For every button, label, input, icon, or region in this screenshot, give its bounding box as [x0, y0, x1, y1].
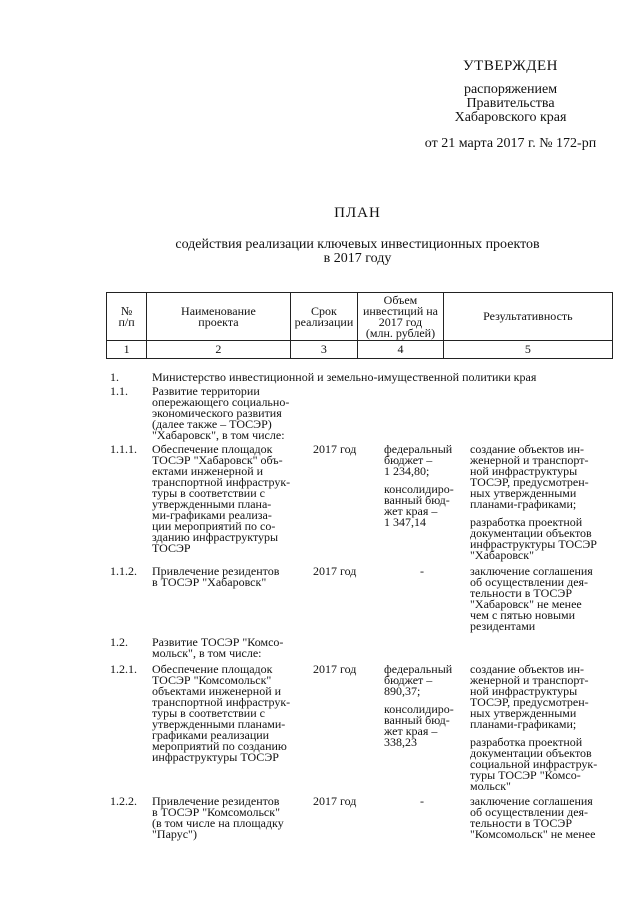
- row-number: 1.2.2.: [110, 794, 137, 808]
- column-number: 4: [358, 341, 444, 359]
- project-result: [470, 566, 620, 632]
- header-text: №: [120, 303, 133, 318]
- text-line: женерной и транспорт-: [470, 673, 589, 687]
- column-number: 2: [147, 341, 290, 359]
- project-result: [470, 796, 620, 840]
- text-line: 338,23: [384, 735, 417, 749]
- header-text: Наименование: [181, 303, 256, 318]
- text-line: ванный бюд-: [384, 713, 450, 727]
- project-name: [152, 444, 302, 554]
- text-line: ных утвержденными: [470, 706, 577, 720]
- text-line: Обеспечение площадок: [152, 442, 273, 456]
- investment-volume: -: [420, 564, 424, 578]
- investment-volume: -: [420, 794, 424, 808]
- text-line: туры в соответствии с: [152, 706, 265, 720]
- project-term: 2017 год: [313, 564, 357, 578]
- text-line: документации объектов: [470, 746, 592, 760]
- text-line: экономического развития: [152, 406, 282, 420]
- project-result: [470, 444, 620, 561]
- approval-line: Правительства: [466, 96, 555, 111]
- text-line: заключение соглашения: [470, 794, 593, 808]
- text-line: "Хабаровск": [470, 548, 534, 562]
- column-number-row: [107, 341, 613, 359]
- title-line: в 2017 году: [323, 251, 392, 266]
- text-line: ции мероприятий по со-: [152, 519, 276, 533]
- text-line: планами-графиками;: [470, 717, 577, 731]
- text-line: документации объектов: [470, 526, 592, 540]
- text-line: инфраструктуры ТОСЭР: [152, 750, 279, 764]
- text-line: бюджет –: [384, 453, 433, 467]
- text-line: "Парус"): [152, 827, 197, 841]
- approval-date: от 21 марта 2017 г. № 172-рп: [424, 136, 597, 151]
- text-line: в ТОСЭР "Хабаровск": [152, 575, 267, 589]
- text-line: федеральный: [384, 662, 453, 676]
- project-term: 2017 год: [313, 442, 357, 456]
- header-text: (млн. рублей): [365, 325, 436, 340]
- text-line: жет края –: [384, 724, 438, 738]
- text-line: тельности в ТОСЭР: [470, 816, 572, 830]
- text-line: жет края –: [384, 504, 438, 518]
- header-text: Объем: [383, 292, 418, 307]
- title-plan: ПЛАН: [334, 205, 381, 221]
- header-text: п/п: [118, 314, 135, 329]
- text-line: ТОСЭР "Хабаровск" объ-: [152, 453, 283, 467]
- investment-volume: [384, 664, 464, 748]
- text-line: Развитие ТОСЭР "Комсо-: [152, 635, 284, 649]
- text-line: мероприятий по созданию: [152, 739, 287, 753]
- header-cell-number: [107, 293, 147, 341]
- row-number: 1.1.2.: [110, 564, 137, 578]
- text-line: планами-графиками;: [470, 497, 577, 511]
- header-cell-term: [290, 293, 358, 341]
- text-line: утвержденными планами-: [152, 717, 286, 731]
- table-header: [106, 292, 613, 359]
- text-line: Развитие территории: [152, 384, 260, 398]
- text-line: (далее также – ТОСЭР): [152, 417, 272, 431]
- text-line: ной инфраструктуры: [470, 684, 578, 698]
- text-line: мольск", в том числе:: [152, 646, 262, 660]
- text-line: (в том числе на площадку: [152, 816, 284, 830]
- text-line: ных утвержденными: [470, 486, 577, 500]
- text-line: ТОСЭР "Комсомольск": [152, 673, 272, 687]
- column-number: 3: [290, 341, 358, 359]
- text-line: транспортной инфраструк-: [152, 695, 291, 709]
- approval-line: распоряжением: [463, 82, 558, 97]
- text-line: 1 347,14: [384, 515, 426, 529]
- text-line: бюджет –: [384, 673, 433, 687]
- header-text: Срок: [311, 303, 337, 318]
- title-line: содействия реализации ключевых инвестиционных проектов: [175, 237, 540, 252]
- header-cell-result: [443, 293, 612, 341]
- project-name: [152, 664, 302, 763]
- column-number: 5: [443, 341, 612, 359]
- header-text: реализации: [294, 314, 354, 329]
- text-line: "Хабаровск" не менее: [470, 597, 582, 611]
- row-number: 1.1.1.: [110, 442, 137, 456]
- text-line: мольск": [470, 779, 511, 793]
- project-name: [152, 386, 302, 441]
- approval-line: Хабаровского края: [454, 110, 567, 125]
- text-line: консолидиро-: [384, 482, 454, 496]
- project-term: 2017 год: [313, 662, 357, 676]
- approved-word: УТВЕРЖДЕН: [463, 58, 558, 74]
- text-line: создание объектов ин-: [470, 442, 585, 456]
- header-text: Результативность: [483, 309, 573, 323]
- text-line: опережающего социально-: [152, 395, 290, 409]
- text-line: Обеспечение площадок: [152, 662, 273, 676]
- text-line: объектами инженерной и: [152, 684, 282, 698]
- text-line: ной инфраструктуры: [470, 464, 578, 478]
- header-cell-volume: [358, 293, 444, 341]
- text-line: Привлечение резидентов: [152, 794, 280, 808]
- header-text: инвестиций на: [362, 303, 439, 318]
- ministry-name: Министерство инвестиционной и земельно-имущественной политики края: [152, 370, 537, 384]
- project-result: [470, 664, 620, 792]
- header-text: проекта: [198, 314, 239, 329]
- project-name: [152, 637, 302, 659]
- header-cell-name: [147, 293, 290, 341]
- row-number: 1.: [110, 370, 119, 384]
- text-line: резидентами: [470, 619, 536, 633]
- text-line: социальной инфраструк-: [470, 757, 598, 771]
- row-number: 1.2.: [110, 635, 128, 649]
- text-line: в ТОСЭР "Комсомольск": [152, 805, 280, 819]
- project-name: [152, 566, 302, 588]
- text-line: об осуществлении дея-: [470, 575, 589, 589]
- text-line: ТОСЭР, предусмотрен-: [470, 695, 589, 709]
- text-line: инфраструктуры ТОСЭР: [470, 537, 597, 551]
- text-line: федеральный: [384, 442, 453, 456]
- project-name: [152, 796, 302, 840]
- text-line: ТОСЭР: [152, 541, 191, 555]
- text-line: "Комсомольск" не менее: [470, 827, 596, 841]
- text-line: зданию инфраструктуры: [152, 530, 279, 544]
- text-line: ми-графиками реализа-: [152, 508, 272, 522]
- text-line: консолидиро-: [384, 702, 454, 716]
- text-line: туры ТОСЭР "Комсо-: [470, 768, 581, 782]
- text-line: ТОСЭР, предусмотрен-: [470, 475, 589, 489]
- text-line: утвержденными плана-: [152, 497, 272, 511]
- project-term: 2017 год: [313, 794, 357, 808]
- text-line: туры в соответствии с: [152, 486, 265, 500]
- text-line: графиками реализации: [152, 728, 270, 742]
- text-line: об осуществлении дея-: [470, 805, 589, 819]
- text-line: ванный бюд-: [384, 493, 450, 507]
- text-line: транспортной инфраструк-: [152, 475, 291, 489]
- text-line: Привлечение резидентов: [152, 564, 280, 578]
- text-line: "Хабаровск", в том числе:: [152, 428, 285, 442]
- text-line: 1 234,80;: [384, 464, 430, 478]
- header-text: 2017 год: [378, 314, 423, 329]
- text-line: 890,37;: [384, 684, 421, 698]
- row-number: 1.1.: [110, 384, 128, 398]
- header-row: [107, 293, 613, 341]
- text-line: разработка проектной: [470, 735, 583, 749]
- text-line: женерной и транспорт-: [470, 453, 589, 467]
- text-line: ектами инженерной и: [152, 464, 264, 478]
- text-line: разработка проектной: [470, 515, 583, 529]
- column-number: 1: [107, 341, 147, 359]
- text-line: чем с пятью новыми: [470, 608, 576, 622]
- text-line: заключение соглашения: [470, 564, 593, 578]
- text-line: создание объектов ин-: [470, 662, 585, 676]
- document-title: [120, 205, 595, 266]
- row-number: 1.2.1.: [110, 662, 137, 676]
- text-line: тельности в ТОСЭР: [470, 586, 572, 600]
- investment-volume: [384, 444, 464, 528]
- approval-stamp: [398, 58, 623, 151]
